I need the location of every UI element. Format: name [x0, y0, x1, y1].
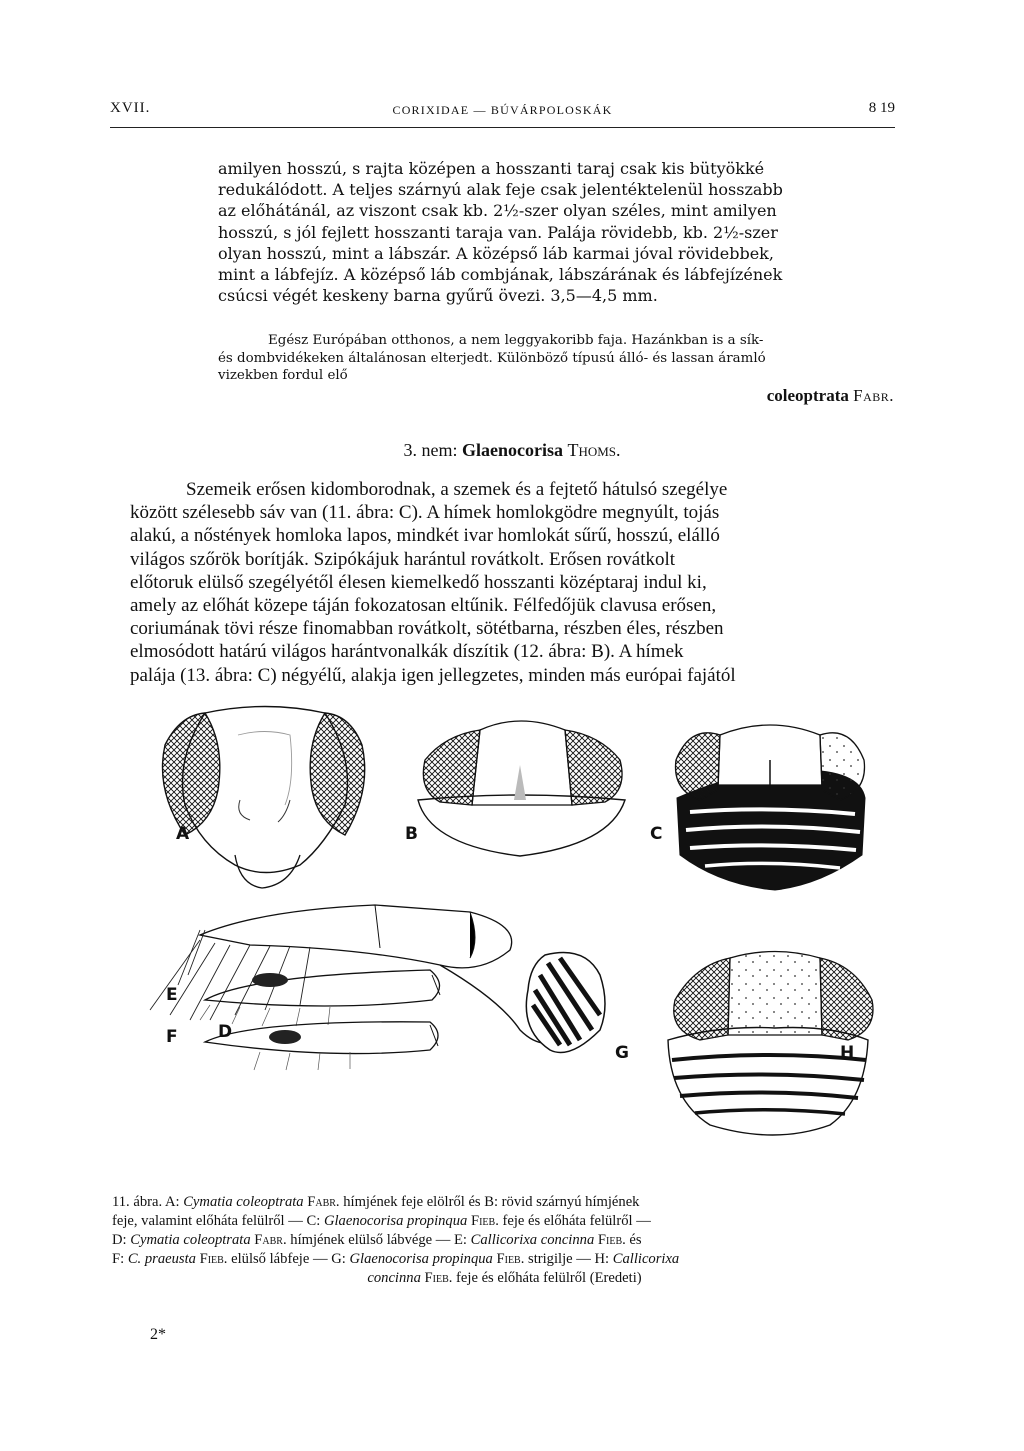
genus-prefix: 3. nem: — [403, 440, 458, 460]
caption-author: Fieb. — [195, 1251, 228, 1267]
text-line: világos szőrök borítják. Szipókájuk harántul rovátkolt. Erősen rovátkolt — [130, 548, 676, 570]
text-line: amely az előhát közepe táján fokozatosan eltűnik. Félfedőjük clavusa erősen, — [130, 595, 717, 617]
caption-author: Fieb. — [467, 1213, 499, 1229]
figure-label-b: B — [405, 824, 418, 844]
caption-line — [112, 1250, 897, 1269]
figure-a-head-front — [163, 707, 365, 889]
caption-taxon: Cymatia coleoptrata — [130, 1232, 251, 1248]
figure-label-d: D — [218, 1022, 233, 1042]
caption-text: és — [625, 1232, 642, 1248]
caption-line — [112, 1212, 897, 1231]
caption-author: Fieb. — [492, 1251, 525, 1267]
page-number: 8 19 — [868, 100, 895, 116]
caption-line — [112, 1193, 897, 1212]
text-line: vizekben fordul elő — [218, 368, 348, 383]
figure-g-strigil — [526, 953, 605, 1053]
genus-author: Thoms. — [567, 440, 621, 460]
figure-label-g: G — [615, 1043, 629, 1063]
figure-label-e: E — [166, 985, 178, 1005]
signature-mark: 2* — [150, 1326, 166, 1343]
text-line: hosszú, s jól fejlett hosszanti taraja van. Palája rövidebb, kb. 2½-szer — [218, 222, 778, 242]
figure-label-a: A — [176, 824, 190, 844]
caption-text: feje és előháta felülről — — [498, 1213, 651, 1229]
figure-c-head-pronotum — [676, 725, 866, 890]
caption-text: 11. ábra. A: — [112, 1194, 184, 1210]
caption-author: Fabr. — [250, 1232, 287, 1248]
text-line: és dombvidékeken általánosan elterjedt. Különböző típusú álló- és lassan áramló — [218, 350, 766, 366]
caption-taxon: Cymatia coleoptrata — [183, 1194, 304, 1210]
caption-author: Fabr. — [303, 1194, 340, 1210]
caption-taxon: concinna — [367, 1270, 421, 1286]
figure-label-c: C — [650, 824, 663, 844]
caption-text: hímjének elülső lábvége — E: — [286, 1232, 471, 1248]
caption-taxon: Glaenocorisa propinqua — [323, 1213, 468, 1229]
text-line: az előhátánál, az viszont csak kb. 2½-szer olyan széles, mint amilyen — [218, 201, 777, 221]
text-line: mint a lábfejíz. A középső láb combjának, lábszárának és lábfejízének — [218, 265, 783, 285]
caption-text: F: — [112, 1251, 128, 1267]
caption-text: elülső lábfeje — G: — [227, 1251, 350, 1267]
species-author: Fabr. — [853, 386, 894, 405]
text-line: coriumának tövi része finomabban rovátkolt, sötétbarna, részben éles, részben — [130, 618, 724, 640]
figure-e-leg — [200, 970, 440, 1026]
caption-text: feje és előháta felülről (Eredeti) — [452, 1270, 642, 1286]
running-title: CORIXIDAE — BÚVÁRPOLOSKÁK — [392, 103, 613, 117]
text-line: Egész Európában otthonos, a nem leggyakoribb faja. Hazánkban is a sík- — [268, 333, 764, 348]
caption-line — [112, 1269, 897, 1288]
text-line: csúcsi végét keskeny barna gyűrű övezi. 3,5—4,5 mm. — [218, 286, 658, 306]
caption-text: D: — [112, 1232, 131, 1248]
figure-label-h: H — [840, 1043, 855, 1063]
caption-author: Fieb. — [420, 1270, 453, 1286]
text-line: palája (13. ábra: C) négyélű, alakja igen jellegzetes, minden más európai fajától — [130, 664, 736, 686]
caption-text: feje, valamint előháta felülről — C: — [112, 1213, 324, 1229]
figure-label-f: F — [166, 1027, 178, 1047]
text-line: Szemeik erősen kidomborodnak, a szemek és a fejtető hátulsó szegélye — [186, 479, 728, 500]
caption-author: Fieb. — [594, 1232, 626, 1248]
caption-text: hímjének feje elölről és B: rövid szárnyú hímjének — [339, 1194, 640, 1210]
species-epithet: coleoptrata — [766, 386, 849, 405]
caption-taxon: Glaenocorisa propinqua — [349, 1251, 493, 1267]
figure-f-leg — [205, 1022, 438, 1070]
figure-caption — [112, 1193, 897, 1288]
caption-text: strigilje — H: — [524, 1251, 613, 1267]
text-line: redukálódott. A teljes szárnyú alak feje csak jelentéktelenül hosszabb — [218, 180, 783, 200]
text-line: között szélesebb sáv van (11. ábra: C). A hímek homlokgödre megnyúlt, tojás — [130, 502, 720, 524]
text-line: amilyen hosszú, s rajta középen a hosszanti taraj csak kis bütyökké — [218, 159, 765, 178]
caption-line — [112, 1231, 897, 1250]
figure-b-head-pronotum — [418, 721, 625, 856]
text-line: előtoruk elülső szegélyétől élesen kiemelkedő hosszanti középtaraj indul ki, — [130, 571, 707, 593]
text-line: olyan hosszú, mint a lábszár. A középső láb karmai jóval rövidebbek, — [218, 243, 774, 263]
chapter-number: XVII. — [110, 100, 151, 116]
caption-taxon: C. praeusta — [127, 1251, 196, 1267]
caption-taxon: Callicorixa — [612, 1251, 680, 1267]
genus-name: Glaenocorisa — [461, 440, 563, 460]
caption-taxon: Callicorixa concinna — [470, 1232, 595, 1248]
text-line: elmosódott határú világos harántvonalkák díszítik (12. ábra: B). A hímek — [130, 641, 684, 663]
text-line: alakú, a nőstények homloka lapos, mindkét ivar homlokát sűrű, hosszú, elálló — [130, 525, 720, 547]
